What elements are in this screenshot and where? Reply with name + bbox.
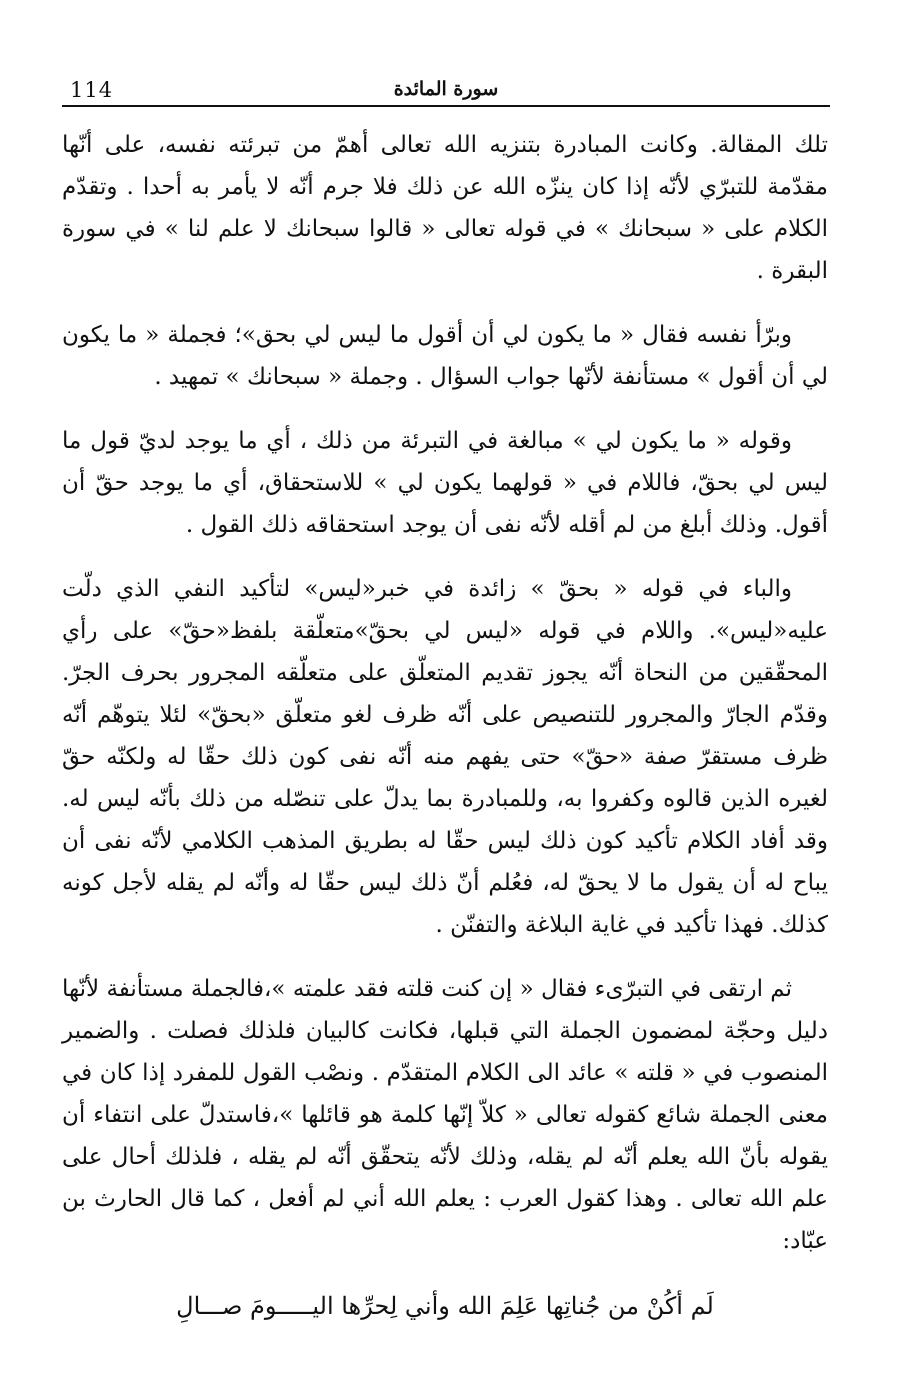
page-header: [62, 72, 830, 104]
paragraph-2: وبرّأ نفسه فقال « ما يكون لي أن أقول ما ليس لي بحق»؛ فجملة « ما يكون لي أن أقول » مستأنفة لأنّها جواب السؤال . وجملة « سبحانك » تمهيد .: [62, 322, 828, 390]
header-rule: [62, 105, 830, 107]
page-number: 114: [70, 78, 114, 102]
paragraph-1: تلك المقالة. وكانت المبادرة بتنزيه الله تعالى أهمّ من تبرئته نفسه، على أنّها مقدّمة للتبرّي لأنّه إذا كان ينزّه الله عن ذلك فلا جرم أنّه لا يأمر به أحدا . وتقدّم الكلام على « سبحانك » في قوله تعالى « قالوا سبحانك لا علم لنا » في سورة البقرة .: [62, 132, 828, 284]
paragraph-3: وقوله « ما يكون لي » مبالغة في التبرئة من ذلك ، أي ما يوجد لديّ قول ما ليس لي بحقّ، فاللام في « قولهما يكون لي » للاستحقاق، أي ما يوجد حقّ أن أقول. وذلك أبلغ من لم أقله لأنّه نفى أن يوجد استحقاقه ذلك القول .: [62, 428, 828, 538]
running-title: سورة المائدة: [393, 78, 499, 100]
paragraph-5: ثم ارتقى في التبرّىء فقال « إن كنت قلته فقد علمته »،فالجملة مستأنفة لأنّها دليل وحجّة لمضمون الجملة التي قبلها، فكانت كالبيان فلذلك فصلت . والضمير المنصوب في « قلته » عائد الى الكلام المتقدّم . ونصْب القول للمفرد إذا كان في معنى الجملة شائع كقوله تعالى « كلاّ إنّها كلمة هو قائلها »،فاستدلّ على انتفاء أن يقوله بأنّ الله يعلم أنّه لم يقله، وذلك لأنّه يتحقّق أنّه لم يقله ، فلذلك أحال على علم الله تعالى . وهذا كقول العرب : يعلم الله أني لم أفعل ، كما قال الحارث بن عبّاد:: [62, 976, 828, 1254]
poetry-verse: لَم أكُنْ من جُناتِها عَلِمَ الله وأني لِحرِّها اليـــــومَ صـــالِ: [176, 1292, 714, 1320]
page-body: [62, 124, 828, 1328]
paragraph-4: والباء في قوله « بحقّ » زائدة في خبر«ليس» لتأكيد النفي الذي دلّت عليه«ليس». واللام في قوله «ليس لي بحقّ»متعلّقة بلفظ«حقّ» على رأي المحقّقين من النحاة أنّه يجوز تقديم المتعلّق على متعلّقه المجرور بحرف الجرّ. وقدّم الجارّ والمجرور للتنصيص على أنّه ظرف لغو متعلّق «بحقّ» لئلا يتوهّم أنّه ظرف مستقرّ صفة «حقّ» حتى يفهم منه أنّه نفى كون ذلك حقّا له ولكنّه حقّ لغيره الذين قالوه وكفروا به، وللمبادرة بما يدلّ على تنصّله من ذلك بأنّه ليس له. وقد أفاد الكلام تأكيد كون ذلك ليس حقّا له بطريق المذهب الكلامي لأنّه نفى أن يباح له أن يقول ما لا يحقّ له، فعُلم أنّ ذلك ليس حقّا له وأنّه لم يقله لأجل كونه كذلك. فهذا تأكيد في غاية البلاغة والتفنّن .: [62, 576, 828, 938]
